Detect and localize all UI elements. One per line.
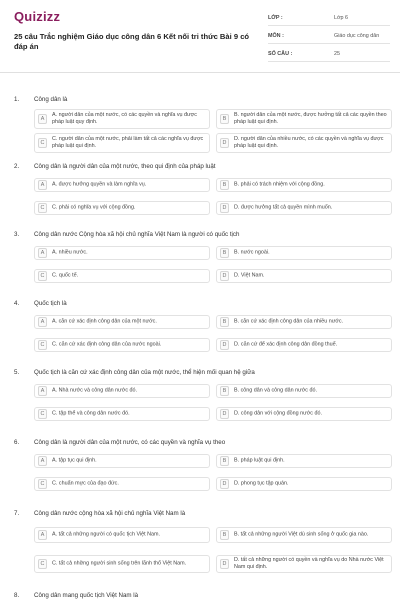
option-c[interactable]: [34, 201, 210, 215]
meta-key: LỚP :: [268, 15, 283, 21]
option-text: A. người dân của một nước, có các quyền và nghĩa vụ được pháp luật quy định.: [52, 112, 197, 125]
option-c[interactable]: [34, 555, 210, 573]
option-text: B. phải có trách nhiệm với cộng đồng.: [234, 181, 325, 188]
option-a[interactable]: [34, 454, 210, 468]
option-text: C. chuẩn mực của đạo đức.: [52, 480, 119, 487]
question-text: Quốc tịch là căn cứ xác định công dân của một nước, thể hiện mối quan hệ giữa: [34, 369, 255, 376]
meta-row-count: [268, 48, 390, 62]
option-text: C. phải có nghĩa vụ với cộng đồng.: [52, 204, 136, 211]
option-letter: B: [220, 114, 229, 124]
question-number: 4.: [14, 300, 20, 307]
question-text: Công dân nước Cộng hòa xã hội chủ nghĩa Việt Nam là người có quốc tịch: [34, 231, 240, 238]
option-letter: D: [220, 203, 229, 213]
question-text: Công dân là người dân của một nước, có các quyền và nghĩa vụ theo: [34, 439, 226, 446]
meta-key: SỐ CÂU :: [268, 51, 293, 57]
option-letter: C: [38, 479, 47, 489]
option-letter: D: [220, 559, 229, 569]
document-header: [0, 0, 400, 72]
option-letter: D: [220, 479, 229, 489]
option-letter: D: [220, 138, 229, 148]
option-text: A. căn cứ xác định công dân của một nước.: [52, 318, 157, 325]
option-b[interactable]: [216, 384, 392, 398]
option-text: B. căn cứ xác định công dân của nhiều nước.: [234, 318, 344, 325]
question-number: 2.: [14, 163, 20, 170]
option-letter: B: [220, 317, 229, 327]
option-text: D. căn cứ để xác định công dân đồng thuế.: [234, 341, 338, 348]
meta-row-subject: [268, 30, 390, 44]
option-a[interactable]: [34, 178, 210, 192]
option-text: A. tập tục qui định.: [52, 457, 97, 464]
option-b[interactable]: [216, 246, 392, 260]
quizizz-logo: Quizizz: [14, 9, 61, 24]
option-letter: D: [220, 271, 229, 281]
header-divider: [0, 72, 400, 73]
option-c[interactable]: [34, 407, 210, 421]
meta-info: [268, 12, 390, 66]
option-c[interactable]: [34, 338, 210, 352]
option-a[interactable]: [34, 527, 210, 543]
option-letter: C: [38, 138, 47, 148]
question-number: 3.: [14, 231, 20, 238]
document-title: 25 câu Trắc nghiệm Giáo dục công dân 6 Kết nối tri thức Bài 9 có đáp án: [14, 32, 250, 51]
option-letter: B: [220, 456, 229, 466]
option-a[interactable]: [34, 315, 210, 329]
option-d[interactable]: [216, 201, 392, 215]
option-b[interactable]: [216, 315, 392, 329]
option-letter: A: [38, 180, 47, 190]
option-d[interactable]: [216, 555, 392, 573]
question-number: 7.: [14, 510, 20, 517]
option-b[interactable]: [216, 178, 392, 192]
option-d[interactable]: [216, 133, 392, 153]
meta-value: Lớp 6: [334, 15, 349, 21]
option-letter: C: [38, 559, 47, 569]
option-d[interactable]: [216, 407, 392, 421]
option-d[interactable]: [216, 269, 392, 283]
question-number: 1.: [14, 96, 20, 103]
option-letter: A: [38, 317, 47, 327]
option-c[interactable]: [34, 133, 210, 153]
option-letter: B: [220, 248, 229, 258]
option-text: B. công dân và công dân nước đó.: [234, 387, 317, 394]
question-text: Công dân mang quốc tịch Việt Nam là: [34, 592, 139, 599]
option-letter: C: [38, 340, 47, 350]
option-letter: A: [38, 456, 47, 466]
option-letter: C: [38, 409, 47, 419]
option-text: D. được hưởng tất cả quyền mình muốn.: [234, 204, 333, 211]
question-number: 6.: [14, 439, 20, 446]
option-letter: A: [38, 530, 47, 540]
option-text: A. nhiều nước.: [52, 249, 88, 256]
option-text: D. Việt Nam.: [234, 272, 265, 279]
option-text: A. Nhà nước và công dân nước đó.: [52, 387, 138, 394]
option-letter: C: [38, 271, 47, 281]
option-c[interactable]: [34, 477, 210, 491]
meta-value: 25: [334, 51, 340, 57]
option-text: D. người dân của nhiều nước, có các quyền và nghĩa vụ được pháp luật qui định.: [234, 136, 384, 149]
meta-value: Giáo dục công dân: [334, 33, 380, 39]
question-number: 8.: [14, 592, 20, 599]
option-text: D. phong tục tập quán.: [234, 480, 289, 487]
option-text: D. tất cả những người có quyền và nghĩa vụ do Nhà nước Việt Nam qui định.: [234, 557, 384, 570]
question-text: Công dân nước cộng hòa xã hội chủ nghĩa Việt Nam là: [34, 510, 186, 517]
option-letter: D: [220, 340, 229, 350]
option-text: B. người dân của một nước, được hưởng tất cả các quyền theo pháp luật qui định.: [234, 112, 387, 125]
option-letter: B: [220, 180, 229, 190]
option-text: C. tất cả những người sinh sống trên lãnh thổ Việt Nam.: [52, 560, 187, 567]
option-text: C. tập thể và công dân nước đó.: [52, 410, 130, 417]
option-a[interactable]: [34, 109, 210, 129]
meta-row-class: [268, 12, 390, 26]
option-text: C. căn cứ xác định công dân của nước ngoài.: [52, 341, 162, 348]
meta-key: MÔN :: [268, 33, 284, 39]
option-d[interactable]: [216, 338, 392, 352]
option-b[interactable]: [216, 527, 392, 543]
option-text: B. tất cả những người Việt dù sinh sống ở quốc gia nào.: [234, 531, 369, 538]
option-letter: A: [38, 248, 47, 258]
option-text: B. pháp luật qui định.: [234, 457, 285, 464]
option-b[interactable]: [216, 454, 392, 468]
question-text: Công dân là: [34, 96, 68, 103]
option-letter: B: [220, 386, 229, 396]
option-text: A. được hưởng quyền và làm nghĩa vụ.: [52, 181, 147, 188]
option-text: A. tất cả những người có quốc tịch Việt Nam.: [52, 531, 161, 538]
question-text: Công dân là người dân của một nước, theo qui định của pháp luật: [34, 163, 216, 170]
option-text: C. quốc tế.: [52, 272, 79, 279]
option-a[interactable]: [34, 246, 210, 260]
option-text: C. người dân của một nước, phải làm tất cả các nghĩa vụ được pháp luật qui định.: [52, 136, 204, 149]
option-letter: A: [38, 386, 47, 396]
question-number: 5.: [14, 369, 20, 376]
option-a[interactable]: [34, 384, 210, 398]
option-letter: B: [220, 530, 229, 540]
option-text: D. công dân với cộng đồng nước đó.: [234, 410, 322, 417]
option-text: B. nước ngoài.: [234, 249, 270, 256]
option-letter: A: [38, 114, 47, 124]
question-text: Quốc tịch là: [34, 300, 67, 307]
option-letter: D: [220, 409, 229, 419]
option-b[interactable]: [216, 109, 392, 129]
option-d[interactable]: [216, 477, 392, 491]
option-letter: C: [38, 203, 47, 213]
option-c[interactable]: [34, 269, 210, 283]
